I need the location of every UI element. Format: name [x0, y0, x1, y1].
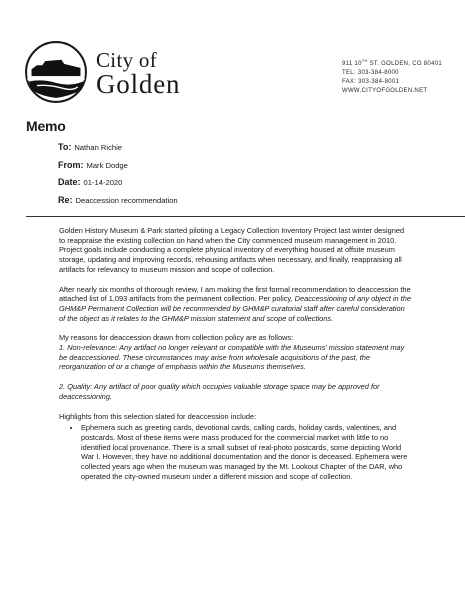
- web-link[interactable]: WWW.CITYOFGOLDEN.NET: [342, 88, 428, 94]
- paragraph-intro: Golden History Museum & Park started piloting a Legacy Collection Inventory Project last winter designed to reappraise the existing collection on hand when the City commenced museum management in 2010. Project goals include conducting a complete physical inventory of everything housed at offsite museum storage, updating and improving records, rehousing artifacts when necessary, and finally, reappraising all artifacts for relevancy to museum mission and scope of collection.: [59, 226, 405, 274]
- memo-body: [59, 226, 411, 481]
- letterhead-brand: [96, 50, 180, 98]
- re-value: Deaccession recommendation: [75, 195, 178, 205]
- memo-title: Memo: [26, 118, 66, 134]
- address-rest: ST. GOLDEN, CO 80401: [367, 61, 442, 67]
- address-number: 911 10: [342, 61, 362, 67]
- list-item: • Ephemera such as greeting cards, devotional cards, calling cards, holiday cards, valentines, and postcards. Most of these items were mass produced for the commercial market with little to no identified local provenance. There is a small subset of real-photo postcards, some depicting World War I. However, they have no additional documentation and the donor is deceased. Ephemera were collected years ago when the museum was managed by the Mt. Lookout Chapter of the DAR, who operated the city-owned museum under a different mission and scope of collection.: [81, 423, 411, 481]
- to-field: [58, 141, 178, 159]
- date-label: Date:: [58, 177, 81, 188]
- from-label: From:: [58, 159, 84, 170]
- reason-non-relevance: 1. Non-relevance: Any artifact no longer relevant or compatible with the Museums' mission statement may be deaccessioned. These circumstances may arise from wholesale acquisitions of the past, the reorganization of or a change of emphasis within the Museums themselves.: [59, 343, 405, 372]
- reasons-lead: My reasons for deaccession drawn from collection policy are as follows:: [59, 333, 294, 343]
- highlights-list: [59, 423, 411, 481]
- golden-text: Golden: [96, 69, 181, 99]
- to-value: Nathan Richie: [74, 143, 123, 152]
- fax-line: FAX: 303-384-8001: [342, 79, 400, 85]
- from-value: Mark Dodge: [86, 160, 128, 170]
- contact-block: [342, 56, 442, 96]
- city-of-text: City of: [96, 48, 158, 72]
- address-ordinal: TH: [361, 58, 368, 63]
- reason-quality: 2. Quality: Any artifact of poor quality which occupies valuable storage space may be approved for deaccessioning.: [59, 382, 380, 401]
- paragraph-quality: [59, 382, 411, 401]
- re-label: Re:: [58, 194, 73, 205]
- re-field: [58, 194, 178, 212]
- paragraph-highlights: Highlights from this selection slated for deaccession include:: [59, 411, 257, 421]
- date-value: 01-14-2020: [83, 178, 123, 188]
- tel-line: TEL: 303-384-8000: [342, 70, 399, 76]
- recommendation-text: After nearly six months of thorough review, I am making the first formal recommendation to deaccession the attached list of 1,093 artifacts from the permanent collection. Per policy,: [59, 284, 411, 304]
- paragraph-reasons: [59, 333, 411, 372]
- address-line: [342, 56, 442, 69]
- memo-fields: [58, 141, 178, 211]
- policy-quote: Deaccessioning of any object in the GHM&P Permanent Collection will be recommended by GHM&P curatorial staff after careful consideration of the object as it relates to the GHM&P mission statement and scope of collections.: [59, 294, 411, 323]
- from-field: [58, 159, 178, 177]
- city-of-golden-logo-icon: [22, 38, 90, 106]
- date-field: [58, 176, 178, 194]
- paragraph-recommendation: [59, 285, 411, 324]
- to-label: To:: [58, 142, 72, 152]
- header-divider: [26, 216, 465, 217]
